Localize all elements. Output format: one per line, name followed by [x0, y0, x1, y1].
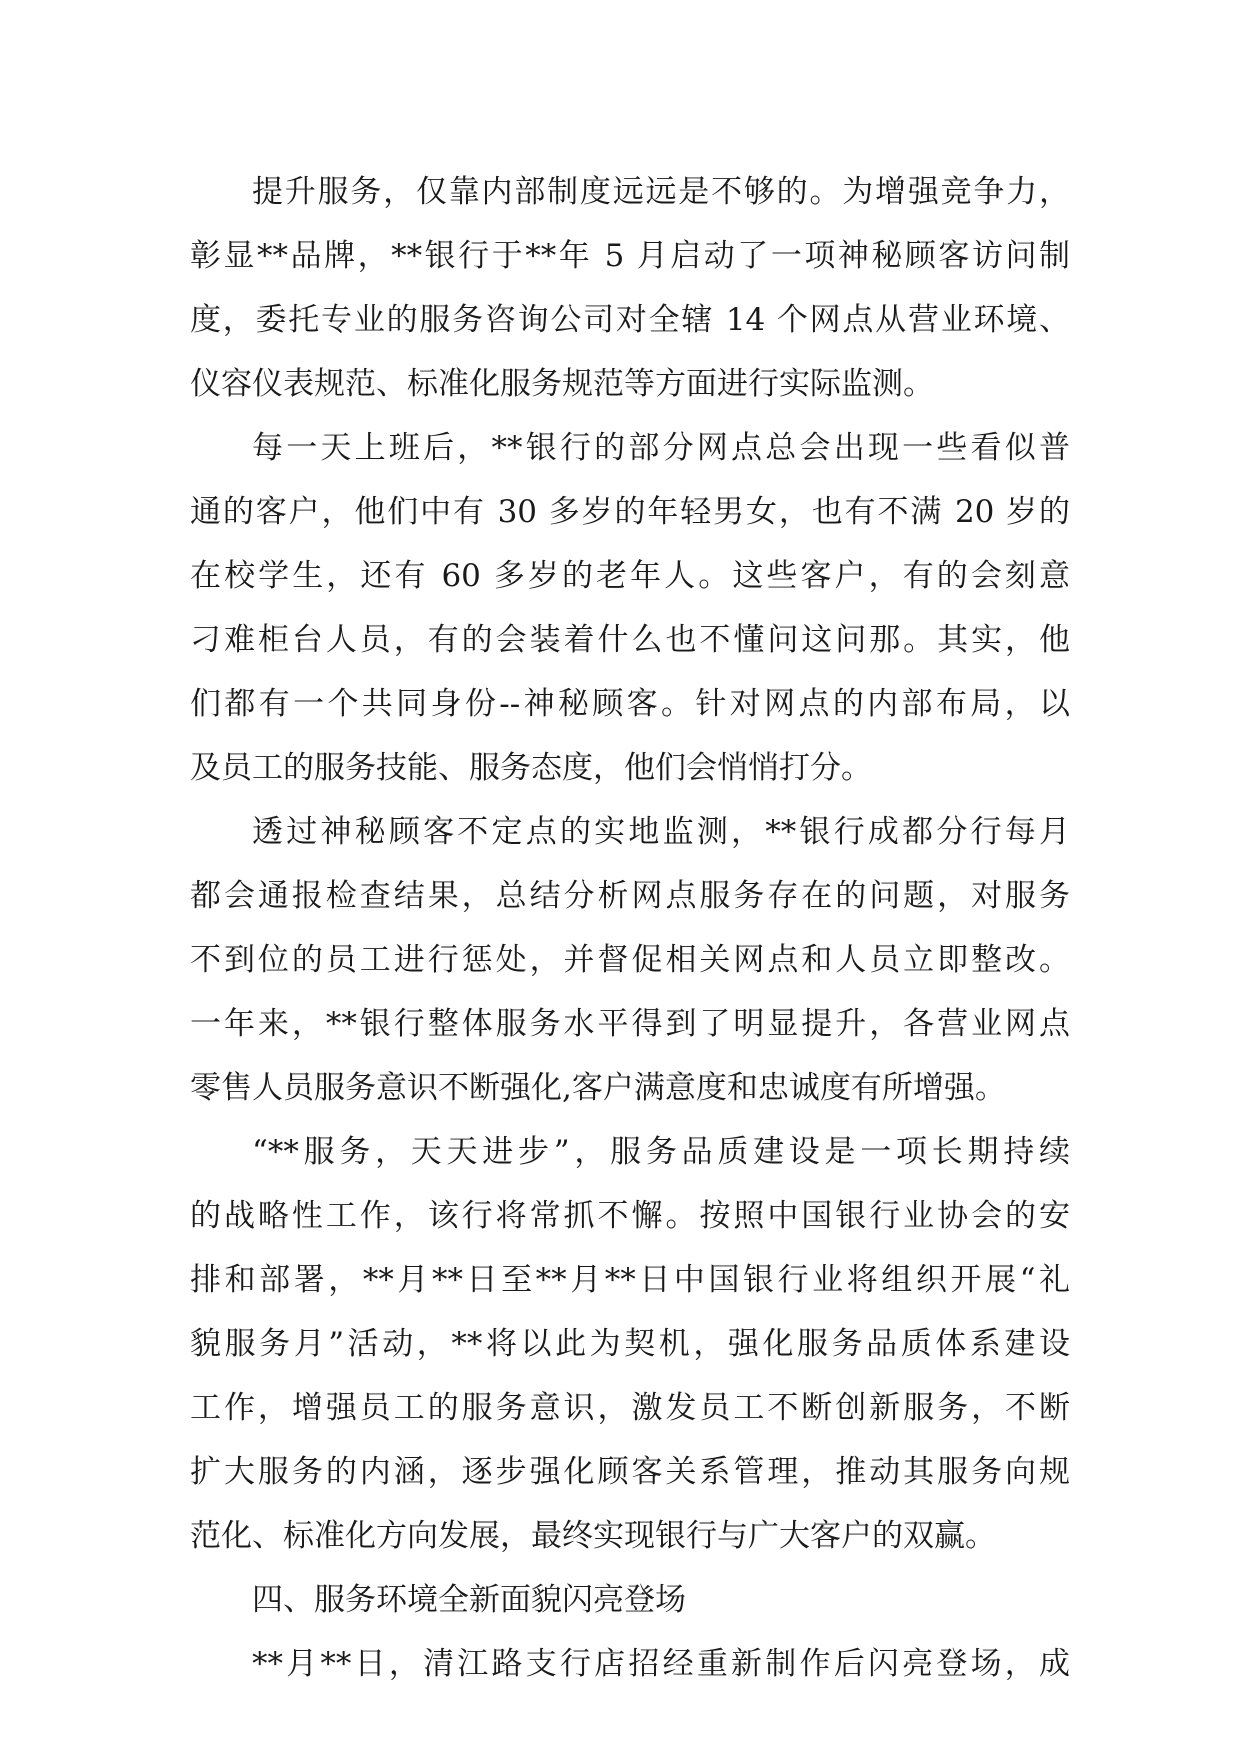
- text-line: 通的客户，他们中有 30 多岁的年轻男女，也有不满 20 岁的: [190, 494, 1070, 530]
- text-line: 零售人员服务意识不断强化,客户满意度和忠诚度有所增强。: [190, 1070, 1006, 1106]
- text-line: 刁难柜台人员，有的会装着什么也不懂问这问那。其实，他: [190, 622, 1070, 658]
- text-line: 仪容仪表规范、标准化服务规范等方面进行实际监测。: [190, 366, 934, 402]
- text-line: 四、服务环境全新面貌闪亮登场: [252, 1582, 686, 1618]
- text-line: 们都有一个共同身份--神秘顾客。针对网点的内部布局，以: [190, 686, 1070, 722]
- text-line: 扩大服务的内涵，逐步强化顾客关系管理，推动其服务向规: [190, 1454, 1070, 1490]
- text-line: 度，委托专业的服务咨询公司对全辖 14 个网点从营业环境、: [190, 302, 1070, 338]
- text-line: 在校学生，还有 60 多岁的老年人。这些客户，有的会刻意: [190, 558, 1070, 594]
- text-line: 的战略性工作，该行将常抓不懈。按照中国银行业协会的安: [190, 1198, 1070, 1234]
- text-line: 彰显**品牌，**银行于**年 5 月启动了一项神秘顾客访问制: [190, 238, 1070, 274]
- text-line: 透过神秘顾客不定点的实地监测，**银行成都分行每月: [252, 814, 1070, 850]
- text-line: **月**日，清江路支行店招经重新制作后闪亮登场，成: [252, 1646, 1070, 1682]
- text-line: 不到位的员工进行惩处，并督促相关网点和人员立即整改。: [190, 942, 1070, 978]
- text-line: 范化、标准化方向发展，最终实现银行与广大客户的双赢。: [190, 1518, 996, 1554]
- document-body: [190, 160, 1070, 1696]
- text-line: 及员工的服务技能、服务态度，他们会悄悄打分。: [190, 750, 872, 786]
- text-line: 提升服务，仅靠内部制度远远是不够的。为增强竞争力，: [252, 174, 1070, 210]
- text-line: 都会通报检查结果，总结分析网点服务存在的问题，对服务: [190, 878, 1070, 914]
- text-line: 貌服务月”活动，**将以此为契机，强化服务品质体系建设: [190, 1326, 1070, 1362]
- text-line: 每一天上班后，**银行的部分网点总会出现一些看似普: [252, 430, 1070, 466]
- text-line: 一年来，**银行整体服务水平得到了明显提升，各营业网点: [190, 1006, 1070, 1042]
- text-line: 排和部署，**月**日至**月**日中国银行业将组织开展“礼: [190, 1262, 1070, 1298]
- text-line: “**服务，天天进步”，服务品质建设是一项长期持续: [252, 1134, 1070, 1170]
- text-line: 工作，增强员工的服务意识，激发员工不断创新服务，不断: [190, 1390, 1070, 1426]
